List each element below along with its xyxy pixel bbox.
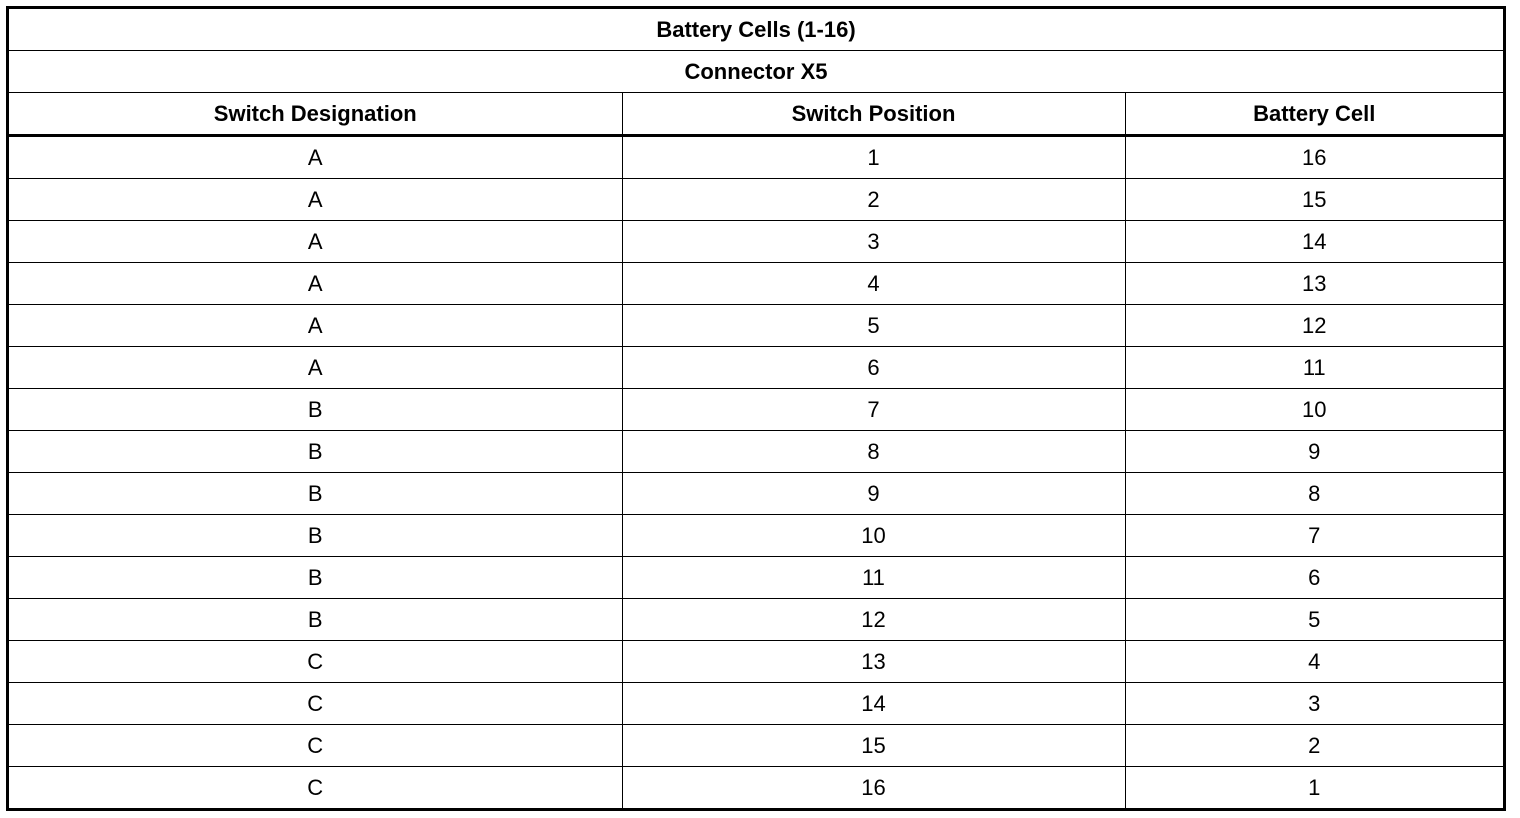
battery-cell-cell: 2 xyxy=(1125,725,1503,767)
column-header-switch-position: Switch Position xyxy=(622,93,1125,136)
switch-designation-cell: B xyxy=(9,557,622,599)
switch-position-cell: 8 xyxy=(622,431,1125,473)
switch-designation-cell: B xyxy=(9,515,622,557)
column-header-battery-cell: Battery Cell xyxy=(1125,93,1503,136)
switch-designation-cell: A xyxy=(9,136,622,179)
switch-position-cell: 13 xyxy=(622,641,1125,683)
switch-designation-cell: B xyxy=(9,431,622,473)
battery-cell-cell: 5 xyxy=(1125,599,1503,641)
switch-position-cell: 1 xyxy=(622,136,1125,179)
battery-cell-cell: 7 xyxy=(1125,515,1503,557)
battery-cells-table xyxy=(9,9,1503,808)
switch-designation-cell: C xyxy=(9,725,622,767)
battery-cell-cell: 12 xyxy=(1125,305,1503,347)
table-row xyxy=(9,473,1503,515)
table-row xyxy=(9,557,1503,599)
switch-position-cell: 3 xyxy=(622,221,1125,263)
table-row xyxy=(9,221,1503,263)
switch-designation-cell: A xyxy=(9,305,622,347)
switch-position-cell: 16 xyxy=(622,767,1125,809)
switch-designation-cell: C xyxy=(9,683,622,725)
switch-designation-cell: A xyxy=(9,347,622,389)
table-row xyxy=(9,641,1503,683)
switch-designation-cell: A xyxy=(9,263,622,305)
switch-position-cell: 6 xyxy=(622,347,1125,389)
table-row xyxy=(9,725,1503,767)
switch-position-cell: 15 xyxy=(622,725,1125,767)
battery-cell-cell: 16 xyxy=(1125,136,1503,179)
battery-cell-cell: 6 xyxy=(1125,557,1503,599)
table-row xyxy=(9,263,1503,305)
table-subtitle: Connector X5 xyxy=(9,51,1503,93)
table-row xyxy=(9,389,1503,431)
battery-cell-cell: 4 xyxy=(1125,641,1503,683)
table-row xyxy=(9,431,1503,473)
battery-cells-table-frame xyxy=(6,6,1506,811)
battery-cell-cell: 15 xyxy=(1125,179,1503,221)
switch-position-cell: 11 xyxy=(622,557,1125,599)
switch-designation-cell: C xyxy=(9,767,622,809)
switch-position-cell: 7 xyxy=(622,389,1125,431)
table-title: Battery Cells (1-16) xyxy=(9,9,1503,51)
battery-cell-cell: 9 xyxy=(1125,431,1503,473)
switch-position-cell: 12 xyxy=(622,599,1125,641)
battery-cell-cell: 13 xyxy=(1125,263,1503,305)
battery-cell-cell: 8 xyxy=(1125,473,1503,515)
switch-position-cell: 2 xyxy=(622,179,1125,221)
switch-designation-cell: B xyxy=(9,389,622,431)
battery-cell-cell: 3 xyxy=(1125,683,1503,725)
battery-cell-cell: 1 xyxy=(1125,767,1503,809)
battery-cell-cell: 10 xyxy=(1125,389,1503,431)
table-row xyxy=(9,683,1503,725)
table-row xyxy=(9,305,1503,347)
table-row xyxy=(9,599,1503,641)
battery-cell-cell: 11 xyxy=(1125,347,1503,389)
battery-cell-cell: 14 xyxy=(1125,221,1503,263)
switch-position-cell: 10 xyxy=(622,515,1125,557)
switch-position-cell: 14 xyxy=(622,683,1125,725)
switch-position-cell: 9 xyxy=(622,473,1125,515)
switch-position-cell: 5 xyxy=(622,305,1125,347)
switch-position-cell: 4 xyxy=(622,263,1125,305)
switch-designation-cell: B xyxy=(9,599,622,641)
table-row xyxy=(9,179,1503,221)
column-header-switch-designation: Switch Designation xyxy=(9,93,622,136)
switch-designation-cell: C xyxy=(9,641,622,683)
table-row xyxy=(9,767,1503,809)
switch-designation-cell: A xyxy=(9,179,622,221)
table-row xyxy=(9,515,1503,557)
switch-designation-cell: B xyxy=(9,473,622,515)
switch-designation-cell: A xyxy=(9,221,622,263)
table-row xyxy=(9,347,1503,389)
table-row xyxy=(9,136,1503,179)
